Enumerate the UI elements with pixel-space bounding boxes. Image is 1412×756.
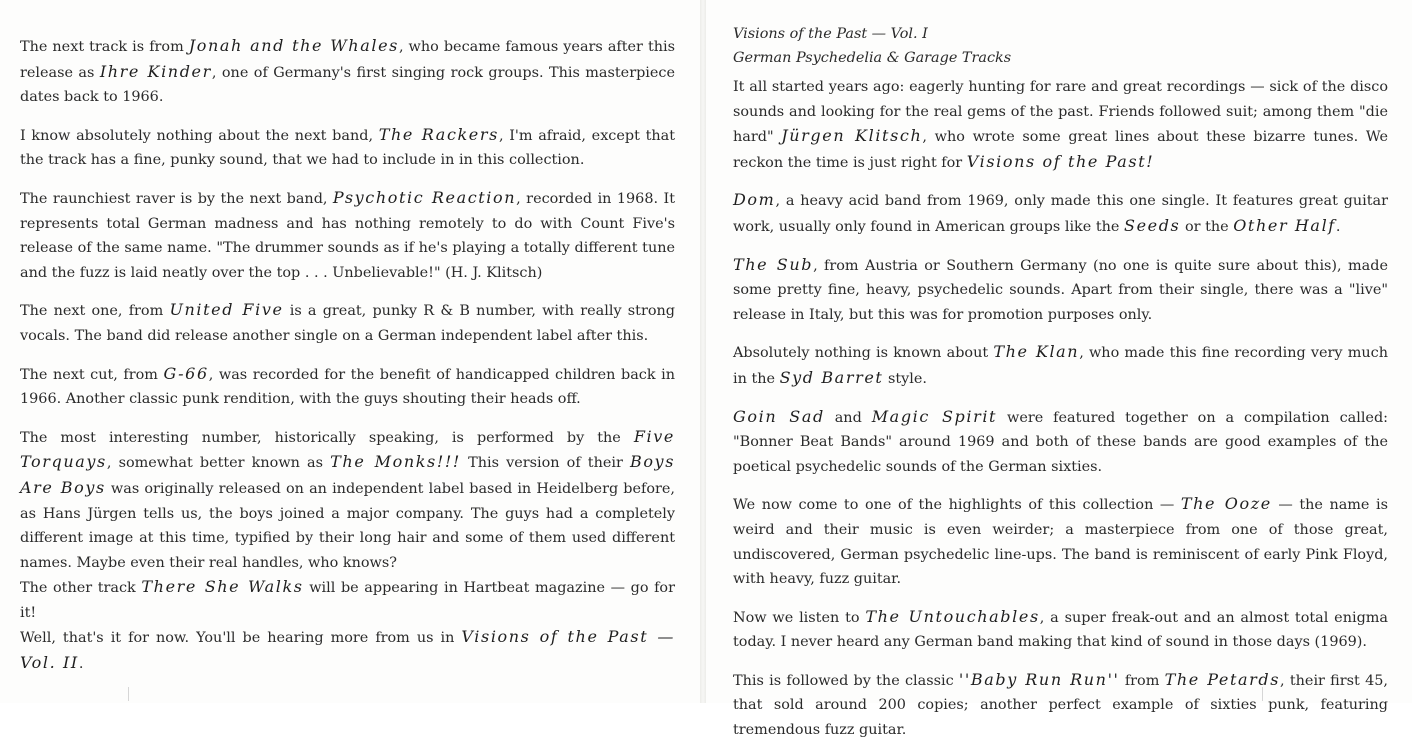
band-name: Boys Are Boys [20,452,676,497]
paragraph [733,253,1388,328]
text-segment: — the name is weird and their music is even weirder; a masterpiece from one of those great, undiscovered, German psychedelic line-ups. The band is reminiscent of early Pink Floyd, with heavy, fuzz guitar. [733,497,1388,588]
paragraph [733,492,1388,591]
text-segment: Absolutely nothing is known about [733,345,994,362]
band-name: Jonah and the Whales [188,36,399,55]
text-segment: Now we listen to [733,609,866,626]
band-name: The Ooze [1180,494,1272,514]
text-segment: and [824,409,872,426]
text-segment: The most interesting number, historically speaking, is performed by the [20,429,634,446]
text-segment: This version of their [460,455,630,472]
band-name: Magic Spirit [871,406,998,426]
text-segment: The next track is from [20,39,189,55]
band-name: Syd Barret [779,367,884,387]
text-segment: style. [883,370,927,387]
paragraph [733,340,1388,391]
band-name: Visions of the Past! [966,151,1155,171]
paragraph [20,123,675,173]
text-segment: The next cut, from [20,366,164,383]
right-page [706,0,1412,739]
page-corner-mark [128,687,139,701]
text-segment: , who became famous years after this release as [20,39,675,81]
paragraph [20,575,675,625]
text-segment: I know absolutely nothing about the next band, [20,127,379,144]
text-segment: , one of Germany's first singing rock groups. This masterpiece dates back to 1966. [20,64,675,106]
paragraph [20,425,675,576]
left-page-text-column [20,34,675,690]
text-segment: from [1119,672,1165,689]
text-segment: The raunchiest raver is by the next band, [20,190,333,207]
band-name: Psychotic Reaction [332,187,517,207]
text-segment: The other track [20,580,142,597]
text-segment: , who wrote some great lines about these bizarre tunes. We reckon the time is just right for [733,129,1388,171]
band-name: ''Baby Run Run'' [958,669,1120,689]
text-segment: . [78,656,84,673]
text-segment: , recorded in 1968. It represents total German madness and has nothing remotely to do with Count Five's release of the same name. "The drummer sounds as if he's playing a totally different tune and the fuzz is laid neatly over the top . . . Unbelievable!" (H. J. Klitsch) [20,190,675,281]
band-name: The Klan [993,342,1080,362]
paragraph [20,34,675,110]
band-name: Ihre Kinder [99,61,212,81]
text-segment: , who made this fine recording very much in the [733,345,1388,387]
booklet-header [733,22,1388,70]
paragraph [733,405,1388,480]
header-subtitle: German Psychedelia & Garage Tracks [733,50,1012,66]
paragraph [20,298,675,348]
band-name: Five Torquays [20,426,675,472]
band-name: United Five [169,300,284,320]
text-segment: will be appearing in Hartbeat magazine — go for it! [20,580,675,621]
text-segment: was originally released on an independent label based in Heidelberg before, as Hans Jürgen tells us, the boys joined a major company. The guys had a completely different image at this time, typified by their long hair and some of them used different names. Maybe even their real handles, who knows? [20,480,675,571]
text-segment: We now come to one of the highlights of this collection — [733,497,1181,514]
text-segment: , a heavy acid band from 1969, only made this one single. It features great guitar work, usually only found in American groups like the [733,193,1388,235]
paragraph [733,668,1388,743]
paragraph [733,188,1388,239]
left-page [0,0,700,703]
text-segment: , was recorded for the benefit of handicapped children back in 1966. Another classic punk rendition, with the guys shouting their heads off. [20,366,675,408]
paragraph [20,186,675,285]
paragraph [733,605,1388,655]
header-title: Visions of the Past — Vol. I [733,26,928,42]
text-segment: , a super freak-out and an almost total enigma today. I never heard any German band making that kind of sound in those days (1969). [733,609,1389,651]
band-name: Other Half [1233,215,1336,235]
band-name: The Monks!!! [330,452,461,472]
band-name: The Untouchables [865,606,1040,626]
text-segment: , from Austria or Southern Germany (no one is quite sure about this), made some pretty fine, heavy, psychedelic sounds. Apart from their single, there was a "live" release in Italy, but this was for promotion purposes only. [733,257,1388,323]
paragraph [20,362,675,412]
text-segment: , their first 45, that sold around 200 copies; another perfect example of sixties punk, featuring tremendous fuzz guitar. [733,672,1388,739]
text-segment: Well, that's it for now. You'll be hearing more from us in [20,630,462,647]
band-name: The Sub [733,254,814,274]
text-segment: were featured together on a compilation called: "Bonner Beat Bands" around 1969 and both of these bands are good examples of the poetical psychedelic sounds of the German sixties. [733,409,1389,475]
band-name: The Rackers [378,124,499,144]
text-segment: is a great, punky R & B number, with really strong vocals. The band did release another single on a German independent label after this. [20,303,675,344]
text-segment: It all started years ago: eagerly hunting for rare and great recordings — sick of the disco sounds and looking for the real gems of the past. Friends followed suit; among them "die hard" [733,79,1388,146]
paragraph [20,625,675,676]
right-page-text-column [733,22,1388,756]
text-segment: This is followed by the classic [733,672,959,689]
band-name: Visions of the Past — Vol. II [20,627,675,673]
band-name: G-66 [163,363,209,383]
text-segment: . [1335,218,1341,235]
band-name: Dom [733,190,776,210]
page-corner-mark [1262,687,1273,701]
text-segment: or the [1180,218,1234,235]
band-name: Seeds [1124,215,1181,235]
text-segment: , I'm afraid, except that the track has a fine, punky sound, that we had to include in in this collection. [20,127,675,169]
text-segment: The next one, from [20,303,170,320]
band-name: The Petards [1164,669,1281,689]
paragraph [733,75,1388,175]
band-name: Jürgen Klitsch [781,126,923,146]
band-name: Goin Sad [733,406,825,426]
band-name: There She Walks [141,577,304,597]
text-segment: , somewhat better known as [106,455,331,472]
